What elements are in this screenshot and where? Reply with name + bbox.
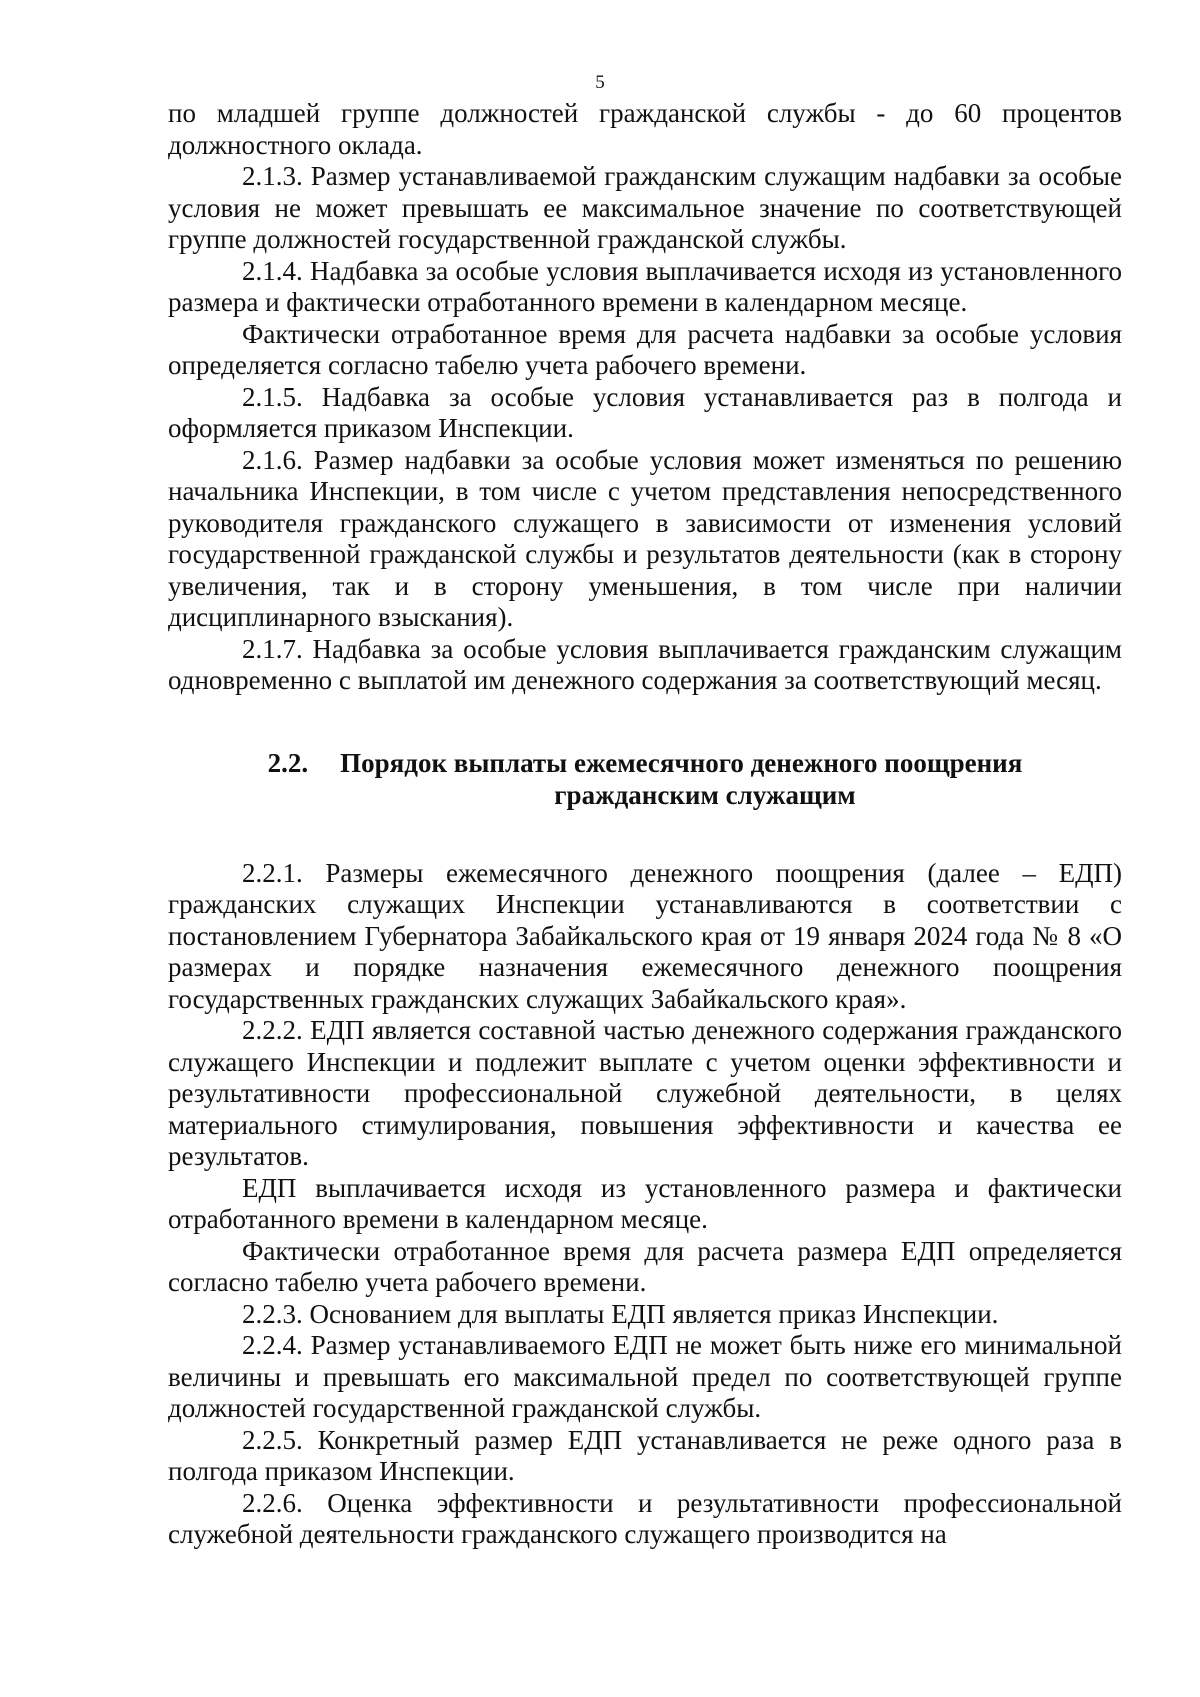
paragraph-2-1-3: 2.1.3. Размер устанавливаемой гражданским служащим надбавки за особые условия не может превышать ее максимальное значение по соответствующей группе должностей государственной гражданской службы. — [168, 161, 1122, 254]
paragraph-2-1-4: 2.1.4. Надбавка за особые условия выплачивается исходя из установленного размера и фактически отработанного времени в календарном месяце. — [168, 255, 1122, 317]
paragraph-worked-time: Фактически отработанное время для расчета надбавки за особые условия определяется согласно табелю учета рабочего времени. — [168, 318, 1122, 380]
section-heading — [168, 747, 1122, 811]
paragraph-2-1-7: 2.1.7. Надбавка за особые условия выплачивается гражданским служащим одновременно с выплатой им денежного содержания за соответствующий месяц. — [168, 633, 1122, 695]
document-body — [168, 98, 1122, 1551]
paragraph-2-2-6: 2.2.6. Оценка эффективности и результативности профессиональной служебной деятельности гражданского служащего производится на — [168, 1487, 1122, 1549]
section-title-part-1: Порядок выплаты ежемесячного денежного поощрения — [340, 747, 1023, 778]
paragraph-2-1-6: 2.1.6. Размер надбавки за особые условия может изменяться по решению начальника Инспекции, в том числе с учетом представления непосредственного руководителя гражданского служащего в зависимости от изменения условий государственной гражданской службы и результатов деятельности (как в сторону увеличения, так и в сторону уменьшения, в том числе при наличии дисциплинарного взыскания). — [168, 444, 1122, 632]
paragraph-edp-payment: ЕДП выплачивается исходя из установленного размера и фактически отработанного времени в календарном месяце. — [168, 1172, 1122, 1234]
paragraph-2-2-3: 2.2.3. Основанием для выплаты ЕДП является приказ Инспекции. — [242, 1298, 999, 1329]
paragraph-continuation: по младшей группе должностей гражданской службы - до 60 процентов должностного оклада. — [168, 98, 1122, 160]
paragraph-2-2-2: 2.2.2. ЕДП является составной частью денежного содержания гражданского служащего Инспекции и подлежит выплате с учетом оценки эффективности и результативности профессиональной служебной деятельности, в целях материального стимулирования, повышения эффективности и качества ее результатов. — [168, 1015, 1122, 1171]
paragraph-2-2-5: 2.2.5. Конкретный размер ЕДП устанавливается не реже одного раза в полгода приказом Инспекции. — [168, 1424, 1122, 1486]
paragraph-edp-worked-time: Фактически отработанное время для расчета размера ЕДП определяется согласно табелю учета рабочего времени. — [168, 1235, 1122, 1297]
paragraph-2-2-4: 2.2.4. Размер устанавливаемого ЕДП не может быть ниже его минимальной величины и превышать его максимальной предел по соответствующей группе должностей государственной гражданской службы. — [168, 1330, 1122, 1423]
section-number: 2.2. — [267, 747, 309, 778]
paragraph-2-2-1: 2.2.1. Размеры ежемесячного денежного поощрения (далее – ЕДП) гражданских служащих Инспекции устанавливаются в соответствии с постановлением Губернатора Забайкальского края от 19 января 2024 года № 8 «О размерах и порядке назначения ежемесячного денежного поощрения государственных гражданских служащих Забайкальского края». — [168, 857, 1122, 1014]
section-title-part-2: гражданским служащим — [554, 779, 856, 810]
paragraph-2-1-5: 2.1.5. Надбавка за особые условия устанавливается раз в полгода и оформляется приказом Инспекции. — [168, 381, 1122, 443]
page-number: 5 — [595, 72, 605, 93]
section-heading-line-1 — [168, 747, 1122, 779]
